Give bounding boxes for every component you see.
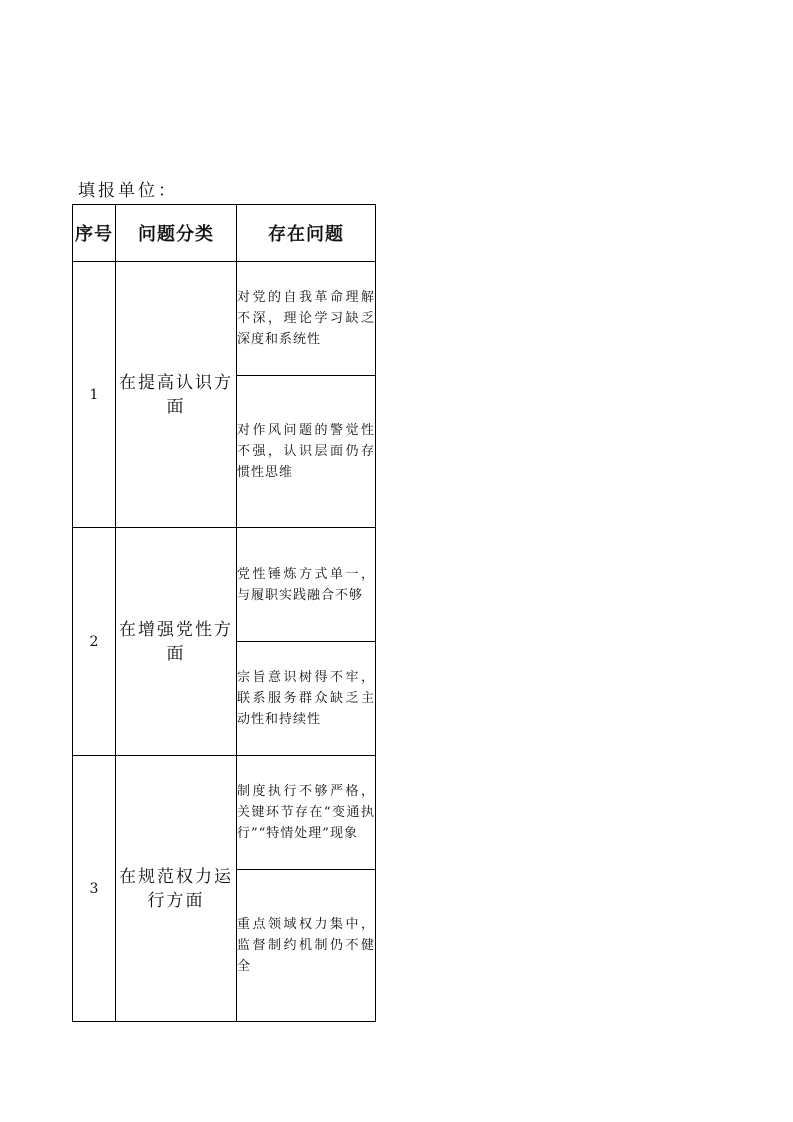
table-header-row xyxy=(73,205,376,262)
issue-cell: 党性锤炼方式单一，与履职实践融合不够 xyxy=(237,528,376,642)
category-cell: 在提高认识方面 xyxy=(116,262,237,528)
issue-cell: 对党的自我革命理解不深，理论学习缺乏深度和系统性 xyxy=(237,262,376,376)
seq-cell: 1 xyxy=(73,262,116,528)
category-cell: 在规范权力运行方面 xyxy=(116,756,237,1022)
category-cell: 在增强党性方面 xyxy=(116,528,237,756)
problems-table xyxy=(72,204,376,1022)
table-row xyxy=(73,756,376,870)
issue-cell: 对作风问题的警觉性不强，认识层面仍存惯性思维 xyxy=(237,376,376,528)
issue-cell: 制度执行不够严格，关键环节存在“变通执行”“特情处理”现象 xyxy=(237,756,376,870)
issue-cell: 重点领域权力集中，监督制约机制仍不健全 xyxy=(237,870,376,1022)
column-header-seq: 序号 xyxy=(73,205,116,262)
column-header-category: 问题分类 xyxy=(116,205,237,262)
issue-cell: 宗旨意识树得不牢，联系服务群众缺乏主动性和持续性 xyxy=(237,642,376,756)
unit-label: 填报单位： xyxy=(78,181,178,201)
seq-cell: 3 xyxy=(73,756,116,1022)
seq-cell: 2 xyxy=(73,528,116,756)
table-row xyxy=(73,528,376,642)
table-row xyxy=(73,262,376,376)
column-header-issue: 存在问题 xyxy=(237,205,376,262)
